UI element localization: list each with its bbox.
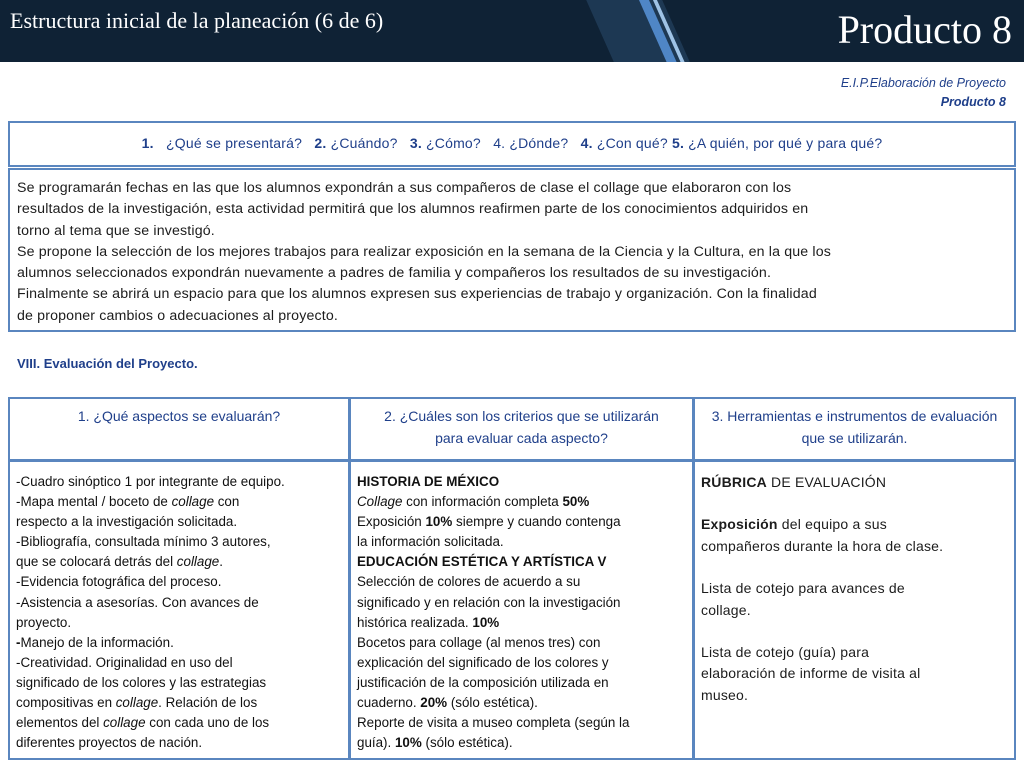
criteria-heading: EDUCACIÓN ESTÉTICA Y ARTÍSTICA V xyxy=(357,554,607,570)
tool-line: collage. xyxy=(701,601,751,618)
tool-line: museo. xyxy=(701,686,749,703)
aspect-line: -Mapa mental / boceto de collage con xyxy=(16,494,240,510)
description-line: alumnos seleccionados expondrán nuevamente a padres de familia y compañeros los resultados de su investigación. xyxy=(17,265,772,282)
aspect-line: -Bibliografía, consultada mínimo 3 autores, xyxy=(16,534,271,550)
description-line: Finalmente se abrirá un espacio para que los alumnos expresen sus experiencias de trabajo y organización. Con la finalidad xyxy=(17,286,817,303)
aspect-line: diferentes proyectos de nación. xyxy=(16,735,203,751)
table-cell-tools xyxy=(693,460,1016,760)
description-text xyxy=(17,178,1006,327)
aspect-line: elementos del collage con cada uno de los xyxy=(16,715,270,731)
q-number: 5. xyxy=(671,135,685,151)
criteria-heading: HISTORIA DE MÉXICO xyxy=(357,474,500,489)
criteria-line: Bocetos para collage (al menos tres) con xyxy=(357,634,601,650)
criteria-line: guía). 10% (sólo estética). xyxy=(357,735,513,751)
aspect-line: que se colocará detrás del collage. xyxy=(16,554,223,570)
tool-line: Lista de cotejo para avances de xyxy=(701,580,905,597)
question-when: ¿Cuándo? xyxy=(330,135,398,151)
criteria-line: Selección de colores de acuerdo a su xyxy=(357,574,581,590)
criteria-line: significado y en relación con la investigación xyxy=(357,594,621,610)
description-line: resultados de la investigación, esta actividad permitirá que los alumnos reafirmen parte de los conocimientos adquiridos en xyxy=(17,201,809,218)
question-what: ¿Qué se presentará? xyxy=(166,135,303,151)
slide-title: Estructura inicial de la planeación (6 de 6) xyxy=(10,8,384,33)
table-cell-criteria xyxy=(349,460,694,760)
aspect-line: respecto a la investigación solicitada. xyxy=(16,514,238,530)
description-box xyxy=(8,168,1016,332)
question-where: 4. ¿Dónde? xyxy=(493,135,569,151)
aspect-line: -Cuadro sinóptico 1 por integrante de equipo. xyxy=(16,474,285,489)
question-to-whom: ¿A quién, por qué y para qué? xyxy=(688,135,883,151)
question-how: ¿Cómo? xyxy=(426,135,481,151)
table-cell-aspects xyxy=(8,460,350,760)
description-line: torno al tema que se investigó. xyxy=(17,222,215,239)
aspect-line: -Evidencia fotográfica del proceso. xyxy=(16,574,222,590)
tool-line: compañeros durante la hora de clase. xyxy=(701,537,944,554)
section-title: VIII. Evaluación del Proyecto. xyxy=(17,356,198,371)
aspect-line: significado de los colores y las estrategias xyxy=(16,674,267,690)
slide-header xyxy=(0,0,1024,62)
questions-box xyxy=(8,121,1016,167)
aspect-line: compositivas en collage. Relación de los xyxy=(16,695,258,711)
criteria-line: la información solicitada. xyxy=(357,534,504,550)
tool-line: RÚBRICA DE EVALUACIÓN xyxy=(701,474,887,490)
tool-line: Lista de cotejo (guía) para xyxy=(701,644,870,661)
aspect-line: proyecto. xyxy=(16,614,72,630)
question-with-what: ¿Con qué? xyxy=(596,135,668,151)
criteria-line: histórica realizada. 10% xyxy=(357,614,500,630)
criteria-line: justificación de la composición utilizada en xyxy=(357,674,609,690)
criteria-line: Collage con información completa 50% xyxy=(357,494,590,510)
q-number: 2. xyxy=(314,135,327,151)
aspect-line: -Creatividad. Originalidad en uso del xyxy=(16,654,233,670)
tool-line: Exposición del equipo a sus xyxy=(701,516,887,533)
criteria-line: Exposición 10% siempre y cuando contenga xyxy=(357,514,621,530)
description-line: Se propone la selección de los mejores trabajos para realizar exposición en la semana de la Ciencia y la Cultura, en la que los xyxy=(17,243,831,260)
tool-line: elaboración de informe de visita al xyxy=(701,665,921,682)
q-number: 3. xyxy=(409,135,422,151)
table-header-aspects: 1. ¿Qué aspectos se evaluarán? xyxy=(8,397,350,461)
q-number: 4. xyxy=(580,135,593,151)
q-number: 1. xyxy=(141,135,154,151)
description-line: Se programarán fechas en las que los alumnos expondrán a sus compañeros de clase el collage que elaboraron con los xyxy=(17,180,792,196)
criteria-line: cuaderno. 20% (sólo estética). xyxy=(357,695,538,711)
criteria-line: Reporte de visita a museo completa (según la xyxy=(357,715,630,731)
header-decoration xyxy=(586,0,690,62)
description-line: de proponer cambios o adecuaciones al proyecto. xyxy=(17,307,338,324)
product-title: Producto 8 xyxy=(837,7,1012,52)
table-header-criteria: 2. ¿Cuáles son los criterios que se utilizarán para evaluar cada aspecto? xyxy=(349,397,694,461)
criteria-line: explicación del significado de los colores y xyxy=(357,654,609,670)
aspect-line: -Manejo de la información. xyxy=(16,634,174,650)
table-header-tools: 3. Herramientas e instrumentos de evaluación que se utilizarán. xyxy=(693,397,1016,461)
questions-line xyxy=(10,135,1014,151)
subheader-project: E.I.P.Elaboración de Proyecto xyxy=(840,76,1006,90)
subheader-product: Producto 8 xyxy=(940,95,1006,109)
aspect-line: -Asistencia a asesorías. Con avances de xyxy=(16,594,259,610)
